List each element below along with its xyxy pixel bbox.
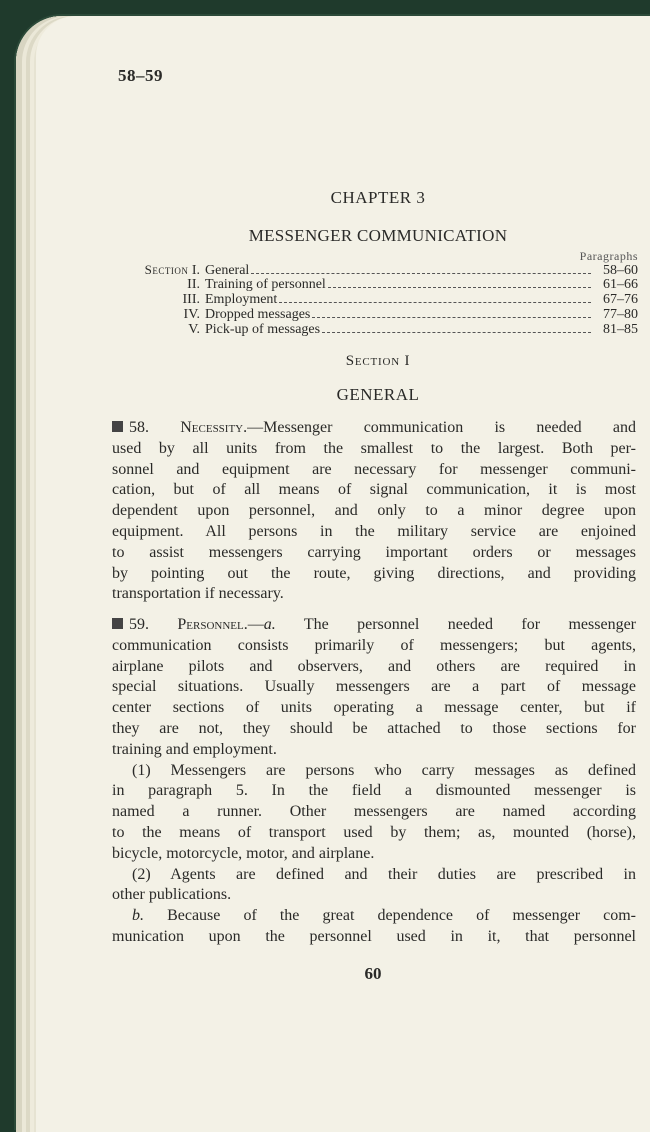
toc-pages: 77–80 — [603, 307, 638, 322]
paragraph-line: munication upon the personnel used in it, that personnel — [112, 927, 636, 945]
paragraph-number: 59. — [129, 616, 149, 633]
toc-label-number: V. — [188, 322, 200, 337]
paragraph-line: to assist messengers carrying important orders or messages — [112, 543, 636, 561]
paragraph-number: 58. — [129, 419, 149, 436]
paragraph-line: (1) Messengers are persons who carry messages as defined — [132, 761, 636, 779]
paragraph-line: communication consists primarily of messengers; but agents, — [112, 636, 636, 654]
toc-column-header: Paragraphs — [579, 249, 638, 263]
toc-label-number: IV. — [183, 307, 200, 322]
paragraph-line: transportation if necessary. — [112, 585, 284, 603]
toc-leader — [322, 332, 591, 333]
paragraph-59 — [112, 615, 636, 948]
paragraph-58 — [112, 418, 636, 605]
page-number: 60 — [364, 964, 382, 983]
paragraph-line: airplane pilots and observers, and others are required in — [112, 657, 636, 675]
toc-pages: 58–60 — [603, 263, 638, 278]
paragraph-line: equipment. All persons in the military service are enjoined — [112, 522, 636, 540]
page-reference: 58–59 — [118, 66, 163, 85]
paragraph-line: to the means of transport used by them; as, mounted (horse), — [112, 823, 636, 841]
toc-title: Pick-up of messages — [205, 322, 321, 337]
toc-row — [114, 292, 638, 307]
toc-pages: 61–66 — [603, 277, 638, 292]
toc-row — [114, 262, 638, 277]
paragraph-line: sonnel and equipment are necessary for messenger communi- — [112, 460, 636, 478]
paragraph-heading: Necessity. — [180, 419, 248, 436]
paragraph-line: they are not, they should be attached to those sections for — [112, 719, 636, 737]
paragraph-line: center sections of units operating a message center, but if — [112, 699, 636, 717]
paragraph-line: in paragraph 5. In the field a dismounted messenger is — [112, 782, 636, 800]
section-label: Section I — [345, 353, 411, 369]
paragraph-line: used by all units from the smallest to the largest. Both per- — [112, 439, 636, 457]
paragraph-marker-icon — [112, 421, 123, 432]
toc-pages: 67–76 — [603, 292, 638, 307]
toc-label-number: I. — [191, 263, 200, 278]
chapter-number: CHAPTER 3 — [330, 188, 426, 207]
paragraph-line: bicycle, motorcycle, motor, and airplane. — [112, 844, 375, 862]
chapter-title: MESSENGER COMMUNICATION — [248, 226, 508, 245]
toc-label-number: III. — [182, 292, 200, 307]
toc-label-number: II. — [187, 277, 200, 292]
toc-title: Training of personnel — [205, 277, 326, 292]
toc-row — [114, 277, 638, 292]
paragraph-line: named a runner. Other messengers are named according — [112, 803, 636, 821]
toc-title: Employment — [205, 292, 278, 307]
toc-title: Dropped messages — [205, 307, 311, 322]
subparagraph-letter: a. — [263, 616, 276, 633]
toc-leader — [312, 317, 591, 318]
toc-leader — [251, 273, 591, 274]
paragraph-marker-icon — [112, 618, 123, 629]
paragraph-line: dependent upon personnel, and only to a minor degree upon — [112, 502, 636, 520]
toc-leader — [279, 302, 591, 303]
paragraph-line: cation, but of all means of signal communication, it is most — [112, 481, 636, 499]
paragraph-line: training and employment. — [112, 740, 277, 758]
toc-leader — [328, 287, 591, 288]
toc-pages: 81–85 — [603, 322, 638, 337]
paragraph-line: by pointing out the route, giving directions, and providing — [112, 564, 636, 582]
paragraph-line: other publications. — [112, 886, 232, 904]
table-of-contents — [114, 262, 638, 337]
paragraph-line: 58. Necessity.—Messenger communication is needed and — [112, 418, 636, 439]
paragraph-line: (2) Agents are defined and their duties are prescribed in — [132, 865, 636, 883]
paragraph-line: 59. Personnel.—a. The personnel needed for messenger — [112, 615, 636, 636]
toc-title: General — [205, 263, 250, 278]
subparagraph-letter: b. — [132, 907, 144, 925]
paragraph-heading: Personnel. — [177, 616, 248, 633]
paragraph-line: b. Because of the great dependence of messenger com- — [132, 907, 636, 925]
paragraph-line: special situations. Usually messengers are a part of message — [112, 678, 636, 696]
section-title: GENERAL — [336, 385, 420, 404]
toc-label-prefix: Section — [144, 262, 189, 277]
toc-row — [114, 322, 638, 337]
toc-row — [114, 307, 638, 322]
